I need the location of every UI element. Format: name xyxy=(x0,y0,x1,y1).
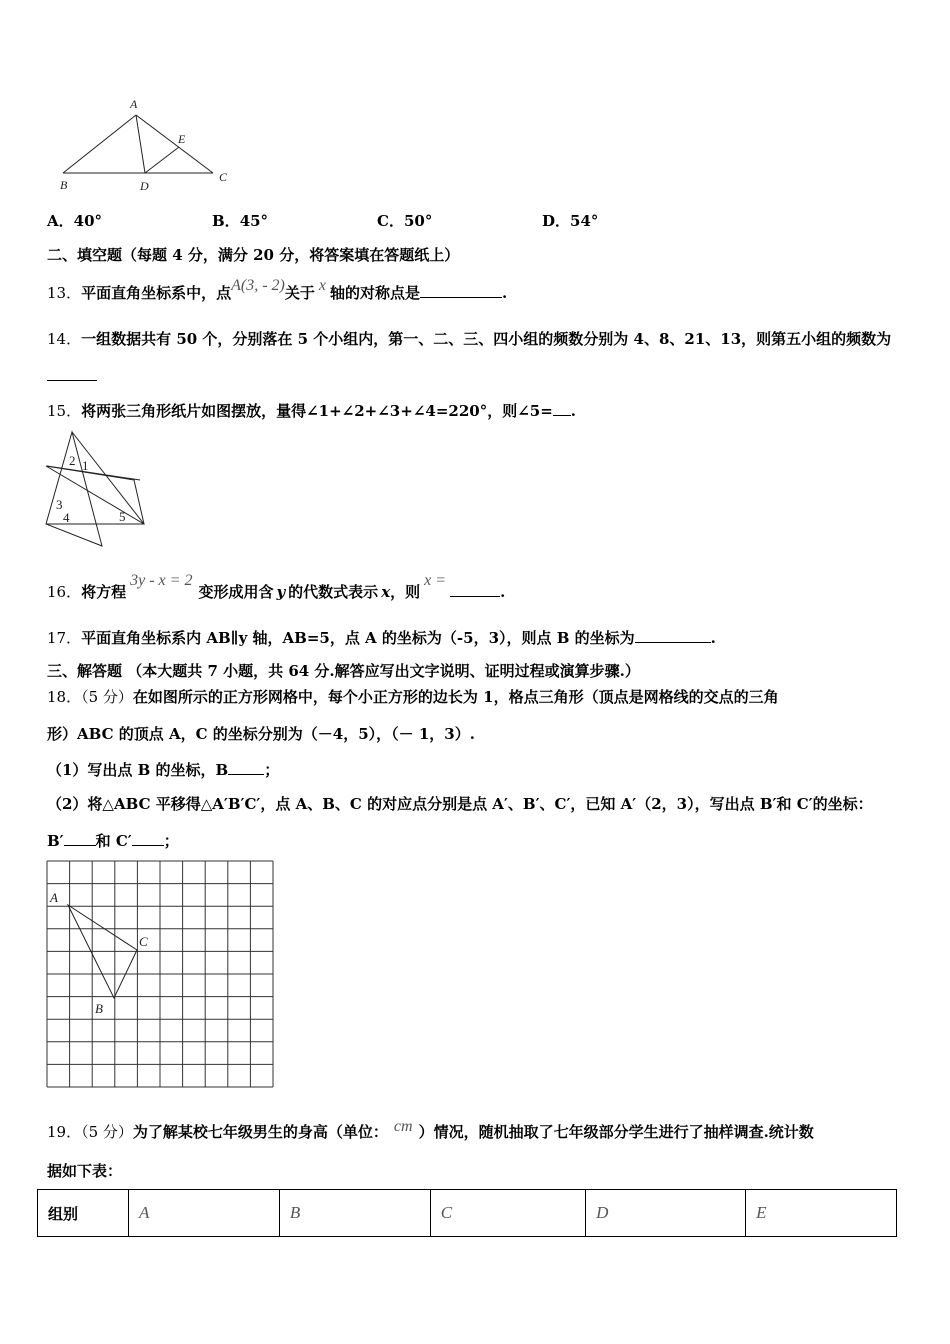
angle-label-2: 2 xyxy=(69,453,76,468)
angle-label-3: 3 xyxy=(56,497,63,512)
question-13: 13．平面直角坐标系中，点A(3, - 2)关于 x 轴的对称点是 . xyxy=(47,277,508,302)
option-c: C．50° xyxy=(377,212,433,230)
question-15: 15．将两张三角形纸片如图摆放，量得∠1+∠2+∠3+∠4=220°，则∠5= . xyxy=(47,402,577,420)
option-a: A．40° xyxy=(47,212,103,230)
label-e: E xyxy=(178,132,186,146)
question-17: 17．平面直角坐标系内 AB∥y 轴，AB=5，点 A 的坐标为（-5，3），则点 B 的坐标为 . xyxy=(47,629,716,647)
table-header-group-a: A xyxy=(129,1190,280,1237)
answer-blank-15[interactable] xyxy=(553,401,571,416)
triangle-one xyxy=(46,432,102,546)
two-triangles-figure-q15 xyxy=(44,428,148,552)
grid-figure-q18 xyxy=(46,860,274,1090)
answer-blank-17[interactable] xyxy=(635,628,711,643)
height-data-table xyxy=(37,1189,897,1237)
question-14: 14．一组数据共有 50 个，分别落在 5 个小组内，第一、二、三、四小组的频数分别为 4、8、21、13，则第五小组的频数为 xyxy=(47,330,892,348)
answer-blank-18-b-prime[interactable] xyxy=(64,831,96,846)
triangle-three-side-b xyxy=(72,432,144,524)
question-18-line2: 形）ABC 的顶点 A，C 的坐标分别为（－4，5），（－ 1，3）. xyxy=(47,725,475,743)
grid-label-c: C xyxy=(139,934,148,949)
answer-blank-16[interactable] xyxy=(450,582,500,597)
table-header-group-e: E xyxy=(746,1190,897,1237)
triangle-figure-q12 xyxy=(55,95,240,195)
question-19-line1: 19．（5 分）为了解某校七年级男生的身高（单位： cm ）情况，随机抽取了七年级部分学生进行了抽样调查.统计数 xyxy=(47,1118,814,1141)
option-b: B．45° xyxy=(212,212,269,230)
answer-blank-18-c-prime[interactable] xyxy=(132,831,164,846)
question-19-line2: 据如下表： xyxy=(47,1162,123,1180)
answer-blank-13[interactable] xyxy=(420,283,502,298)
segment-ad xyxy=(136,115,145,173)
angle-label-4: 4 xyxy=(63,510,70,525)
table-header-group-d: D xyxy=(586,1190,746,1237)
angle-label-1: 1 xyxy=(82,458,89,473)
question-18-part2: （2）将△ABC 平移得△A′B′C′，点 A、B、C 的对应点分别是点 A′、B′、C′，已知 A′（2，3），写出点 B′和 C′的坐标： xyxy=(47,795,873,813)
table-header-group: 组别 xyxy=(38,1190,129,1237)
label-a: A xyxy=(130,97,138,111)
question-18-part2-answers: B′ 和 C′ ； xyxy=(47,832,179,850)
segment-ab xyxy=(63,115,136,173)
question-18-part1: （1）写出点 B 的坐标，B ； xyxy=(47,761,280,779)
question-18-line1: 18．（5 分）在如图所示的正方形网格中，每个小正方形的边长为 1，格点三角形（顶点是网格线的交点的三角 xyxy=(47,688,779,706)
label-b: B xyxy=(60,178,68,192)
table-header-row xyxy=(38,1190,897,1237)
question-16: 16．将方程3y - x = 2变形成用含 y 的代数式表示 x，则x =. xyxy=(47,572,506,601)
label-c: C xyxy=(219,170,228,184)
label-d: D xyxy=(140,179,149,193)
answer-blank-18-b[interactable] xyxy=(228,760,264,775)
segment-ac xyxy=(136,115,213,173)
option-d: D．54° xyxy=(542,212,599,230)
grid-label-a: A xyxy=(50,890,58,905)
angle-label-5: 5 xyxy=(119,509,126,524)
section2-header: 二、填空题（每题 4 分，满分 20 分，将答案填在答题纸上） xyxy=(47,246,460,264)
answer-blank-14[interactable] xyxy=(47,380,97,381)
triangle-three-side xyxy=(47,466,140,480)
section3-header: 三、解答题 （本大题共 7 小题，共 64 分.解答应写出文字说明、证明过程或演算步骤.） xyxy=(47,662,640,680)
grid-label-b: B xyxy=(95,1001,103,1016)
segment-de xyxy=(145,147,179,173)
table-header-group-b: B xyxy=(279,1190,430,1237)
table-header-group-c: C xyxy=(430,1190,585,1237)
triangle-two xyxy=(46,466,144,524)
